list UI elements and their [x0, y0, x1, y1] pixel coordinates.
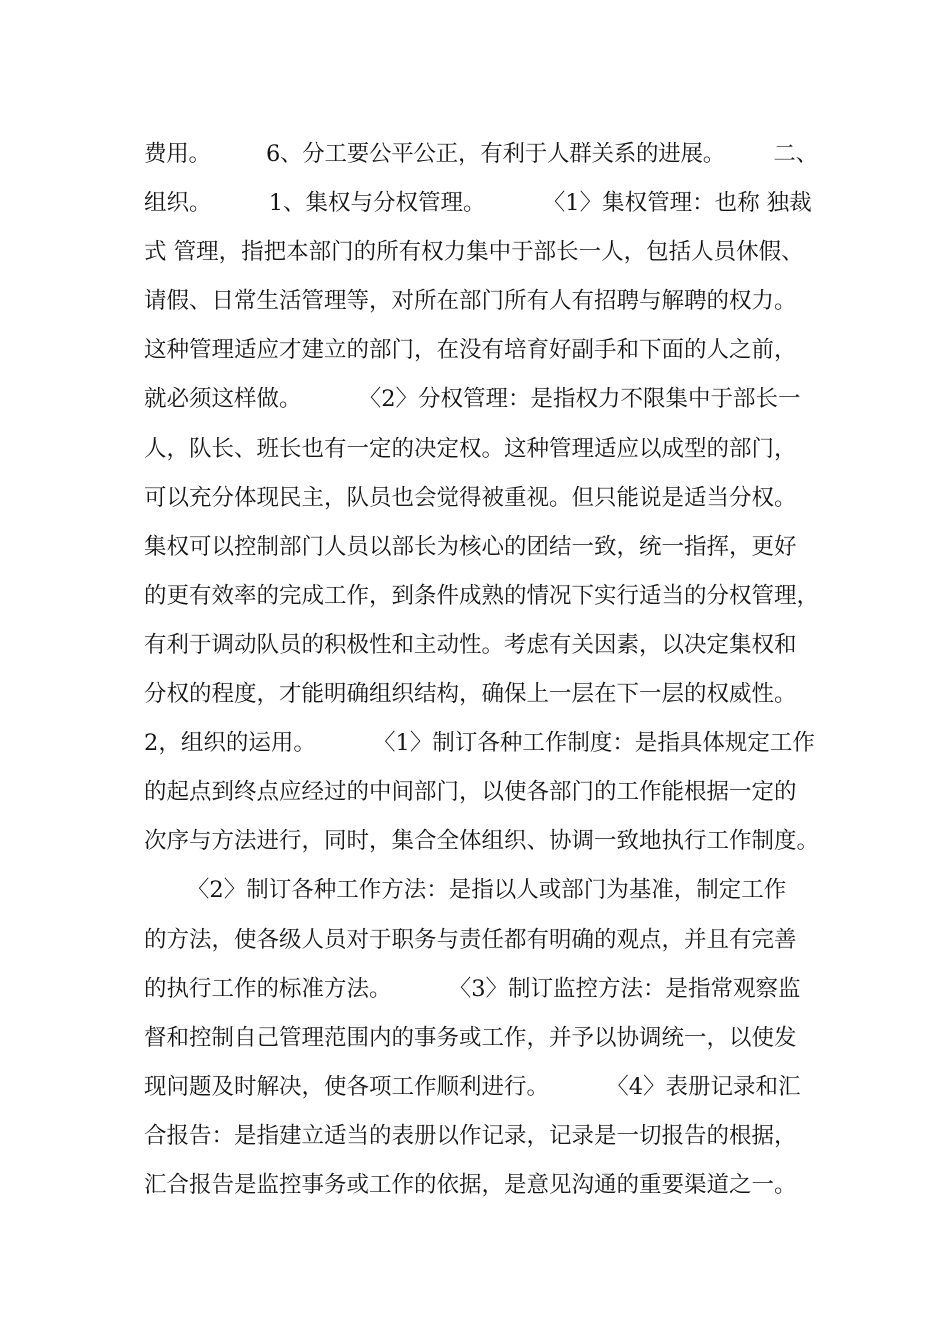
- text-line: 现问题及时解决，使各项工作顺利进行。 〈4〉表册记录和汇: [144, 1073, 801, 1100]
- text-line: 汇合报告是监控事务或工作的依据，是意见沟通的重要渠道之一。: [144, 1171, 797, 1198]
- text-line: 督和控制自己管理范围内的事务或工作，并予以协调统一，以使发: [144, 1024, 797, 1051]
- text-line: 次序与方法进行，同时，集合全体组织、协调一致地执行工作制度。: [144, 828, 820, 855]
- text-line: 有利于调动队员的积极性和主动性。考虑有关因素，以决定集权和: [144, 631, 797, 658]
- text-line: 2，组织的运用。 〈1〉制订各种工作制度：是指具体规定工作: [144, 730, 815, 757]
- text-line: 请假、日常生活管理等，对所在部门所有人有招聘与解聘的权力。: [144, 288, 797, 315]
- text-line: 人，队长、班长也有一定的决定权。这种管理适应以成型的部门，: [144, 435, 797, 462]
- text-line: 分权的程度，才能明确组织结构，确保上一层在下一层的权威性。: [144, 681, 797, 708]
- text-line: 〈2〉制订各种工作方法：是指以人或部门为基准，制定工作: [144, 877, 787, 904]
- text-line: 这种管理适应才建立的部门，在没有培育好副手和下面的人之前，: [144, 337, 797, 364]
- body-text: [144, 130, 824, 1210]
- text-line: 组织。 1、集权与分权管理。 〈1〉集权管理：也称 独裁: [144, 190, 812, 217]
- text-line: 就必须这样做。 〈2〉分权管理：是指权力不限集中于部长一: [144, 386, 801, 413]
- text-line: 的执行工作的标准方法。 〈3〉制订监控方法：是指常观察监: [144, 975, 801, 1002]
- text-line: 的方法，使各级人员对于职务与责任都有明确的观点，并且有完善: [144, 926, 797, 953]
- text-line: 可以充分体现民主，队员也会觉得被重视。但只能说是适当分权。: [144, 484, 797, 511]
- text-line: 合报告：是指建立适当的表册以作记录，记录是一切报告的根据，: [144, 1122, 797, 1149]
- text-line: 集权可以控制部门人员以部长为核心的团结一致，统一指挥，更好: [144, 533, 797, 560]
- text-line: 的起点到终点应经过的中间部门，以使各部门的工作能根据一定的: [144, 779, 797, 806]
- text-line: 费用。 6、分工要公平公正，有利于人群关系的进展。 二、: [144, 141, 818, 167]
- text-line: 式 管理，指把本部门的所有权力集中于部长一人，包括人员休假、: [144, 239, 804, 266]
- text-line: 的更有效率的完成工作，到条件成熟的情况下实行适当的分权管理，: [144, 582, 820, 609]
